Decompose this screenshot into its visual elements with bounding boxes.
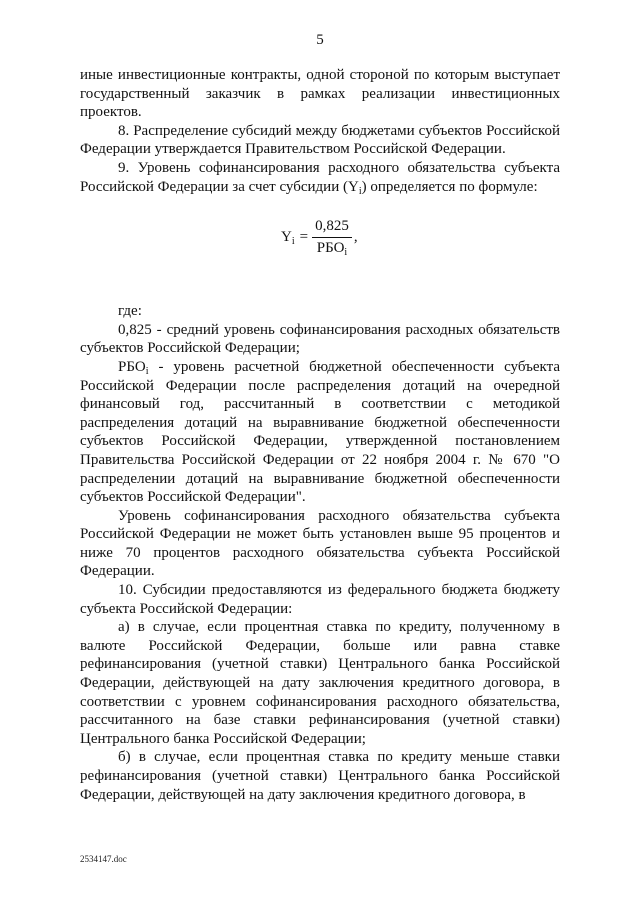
definition-rbo: $РБО_i$ - уровень расчетной бюджетной обеспеченности субъекта Российской Федерации после распределения дотаций на очередной финансовый год, рассчитанный в соответствии с методикой распределения дотаций на выравнивание бюджетной обеспеченности субъектов Российской Федерации, утвержденной постановлением Правительства Российской Федерации от 22 ноября 2004 г. № 670 "О распределении дотаций на выравнивание бюджетной обеспеченности субъектов Российской Федерации".	[80, 358, 560, 506]
footer-filename: 2534147.doc	[80, 854, 127, 864]
page-number: 5	[316, 32, 324, 48]
paragraph-10a: а) в случае, если процентная ставка по кредиту, полученному в валюте Российской Федерации, больше или равна ставке рефинансирования (учетной ставки) Центрального банка Российской Федерации, действующей на дату заключения кредитного договора, в соответствии с уровнем софинансирования расходного обязательства, рассчитанного на базе ставки рефинансирования (учетной ставки) Центрального банка Российской Федерации;	[80, 619, 560, 747]
formula-denominator: $РБО_i$	[316, 240, 348, 259]
definition-0825: 0,825 - средний уровень софинансирования расходных обязательств субъектов Российской Федерации;	[80, 321, 560, 357]
formula	[281, 218, 358, 257]
paragraph-10: 10. Субсидии предоставляются из федерального бюджета бюджету субъекта Российской Федерации:	[80, 582, 560, 617]
formula-block	[80, 196, 560, 302]
paragraph-intro: иные инвестиционные контракты, одной стороной по которым выступает государственный заказчик в рамках реализации инвестиционных проектов.	[80, 67, 560, 121]
paragraph-9: 9. Уровень софинансирования расходного обязательства субъекта Российской Федерации за счет субсидии $(Y_i)$ определяется по формуле:	[80, 159, 560, 197]
paragraph-8: 8. Распределение субсидий между бюджетами субъектов Российской Федерации утверждается Правительством Российской Федерации.	[80, 122, 560, 158]
document-body	[80, 66, 560, 804]
formula-lhs: $Y_i$	[281, 229, 295, 248]
paragraph-where: где:	[118, 303, 142, 320]
formula-fraction	[312, 218, 352, 257]
formula-trail: ,	[353, 229, 358, 246]
paragraph-10b: б) в случае, если процентная ставка по кредиту меньше ставки рефинансирования (учетной ставки) Центрального банка Российской Федерации, действующей на дату заключения кредитного договора, в	[80, 749, 560, 803]
formula-numerator: 0,825	[312, 218, 352, 238]
paragraph-cofinancing-level: Уровень софинансирования расходного обязательства субъекта Российской Федерации не может быть установлен выше 95 процентов и ниже 70 процентов расходного обязательства субъекта Российской Федерации.	[80, 507, 560, 580]
formula-equals: =	[299, 229, 309, 246]
